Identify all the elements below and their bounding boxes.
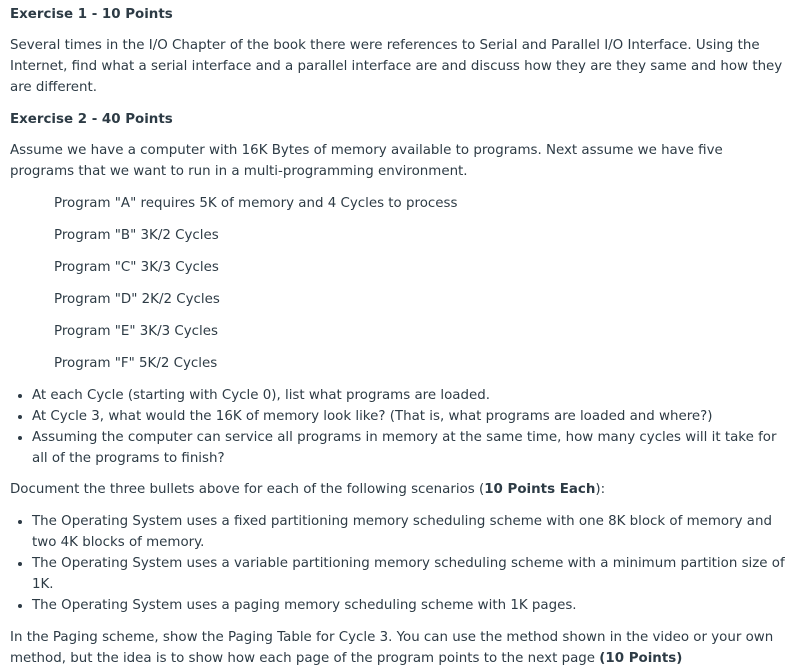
program-item: Program "B" 3K/2 Cycles xyxy=(54,228,219,243)
program-item: Program "F" 5K/2 Cycles xyxy=(54,356,218,371)
scenario-item: • The Operating System uses a paging memory scheduling scheme with 1K pages. xyxy=(32,595,789,616)
program-list xyxy=(10,193,789,385)
scenarios-intro-post: ): xyxy=(595,482,606,497)
exercise1-title: Exercise 1 - 10 Points xyxy=(10,7,173,22)
program-item: Program "C" 3K/3 Cycles xyxy=(54,260,219,275)
program-item: Program "E" 3K/3 Cycles xyxy=(54,324,218,339)
exercise1-text: Several times in the I/O Chapter of the book there were references to Serial and Parallel I/O Interface. Using the Internet, find what a serial interface and a parallel interface are and discuss how they are they same and how they are different. xyxy=(10,38,783,95)
exercise2-title: Exercise 2 - 40 Points xyxy=(10,112,173,127)
program-item: Program "D" 2K/2 Cycles xyxy=(54,292,220,307)
paging-points: (10 Points) xyxy=(599,651,683,666)
scenario-list xyxy=(10,511,789,616)
scenarios-intro-pre: Document the three bullets above for each of the following scenarios ( xyxy=(10,482,485,497)
paging-text-body: In the Paging scheme, show the Paging Table for Cycle 3. You can use the method shown in the video or your own method, but the idea is to show how each page of the program points to the next page xyxy=(10,630,774,666)
scenario-item: • The Operating System uses a variable partitioning memory scheduling scheme with a minimum partition size of 1K. xyxy=(32,553,789,595)
scenarios-intro-bold: 10 Points Each xyxy=(484,482,596,497)
scenario-item: • The Operating System uses a fixed partitioning memory scheduling scheme with one 8K block of memory and two 4K blocks of memory. xyxy=(32,511,789,553)
question-item: • At Cycle 3, what would the 16K of memory look like? (That is, what programs are loaded and where?) xyxy=(32,406,789,427)
question-list xyxy=(10,385,789,469)
exercise2-intro: Assume we have a computer with 16K Bytes of memory available to programs. Next assume we have five programs that we want to run in a multi-programming environment. xyxy=(10,143,723,179)
program-item: Program "A" requires 5K of memory and 4 Cycles to process xyxy=(54,196,458,211)
paging-text xyxy=(10,627,789,669)
question-item: • Assuming the computer can service all programs in memory at the same time, how many cycles will it take for all of the programs to finish? xyxy=(32,427,789,469)
scenarios-intro xyxy=(10,479,789,500)
question-item: • At each Cycle (starting with Cycle 0), list what programs are loaded. xyxy=(32,385,789,406)
